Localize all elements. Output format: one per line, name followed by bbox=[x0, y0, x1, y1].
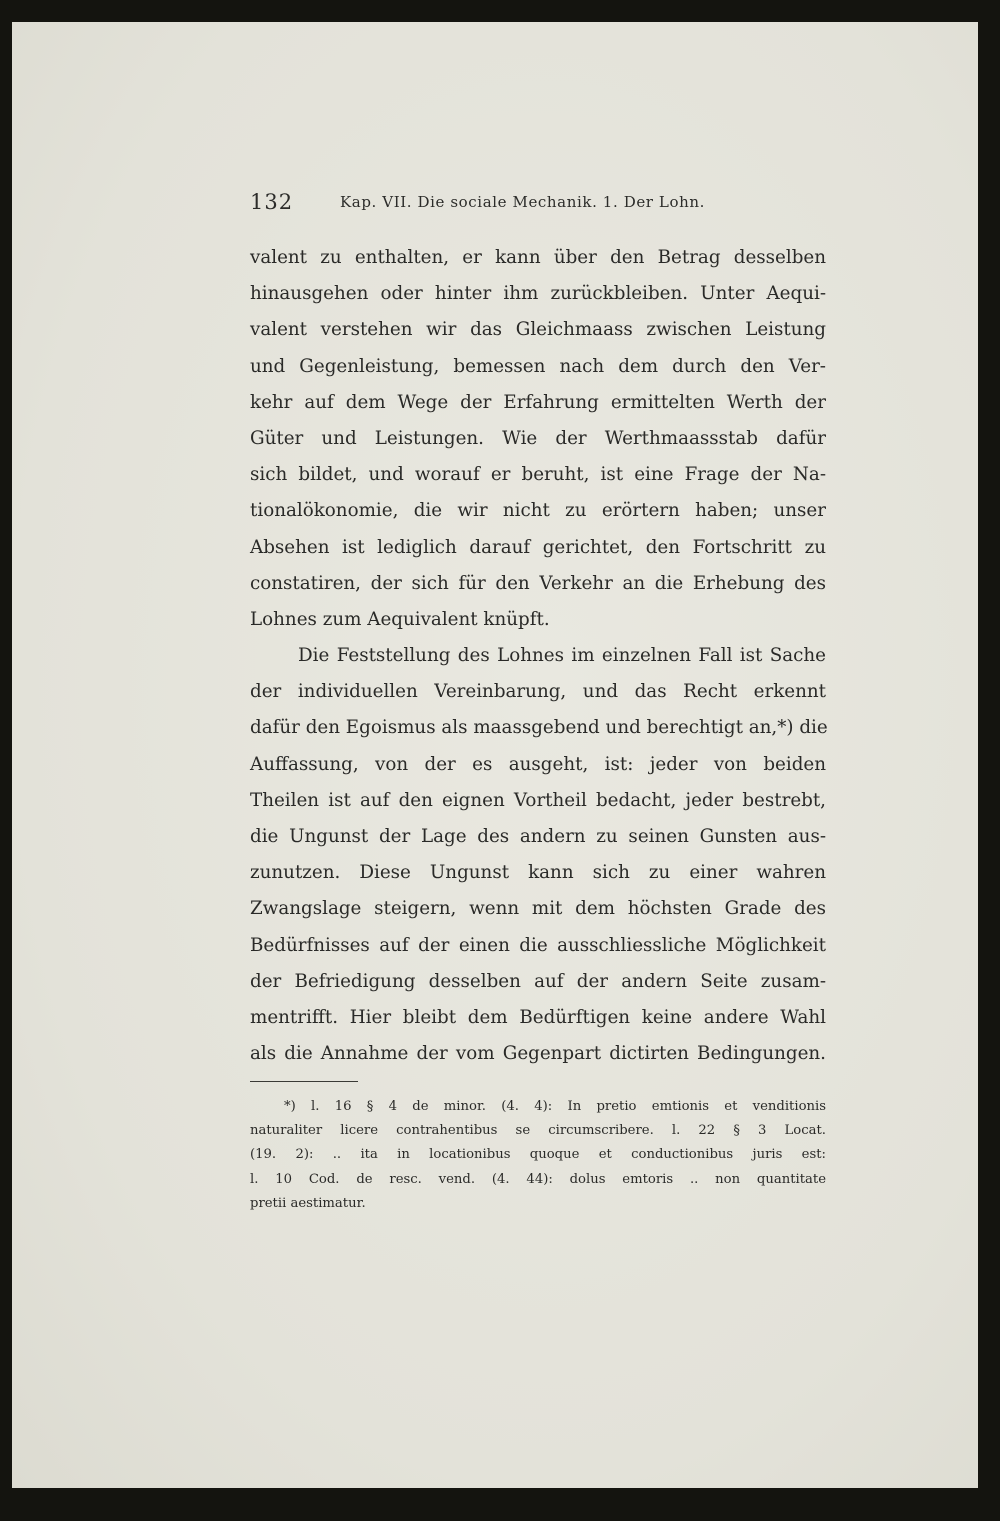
footnote-line: pretii aestimatur. bbox=[250, 1195, 366, 1211]
body-line: der Befriedigung desselben auf der andern Seite zusam- bbox=[250, 970, 826, 992]
body-line: Lohnes zum Aequivalent knüpft. bbox=[250, 608, 550, 630]
body-line: Bedürfnisses auf der einen die ausschliessliche Möglichkeit bbox=[250, 934, 826, 956]
body-line: Theilen ist auf den eignen Vortheil bedacht, jeder bestrebt, bbox=[250, 789, 826, 811]
body-line: mentrifft. Hier bleibt dem Bedürftigen keine andere Wahl bbox=[250, 1006, 826, 1028]
footnote-line: naturaliter licere contrahentibus se circumscribere. l. 22 § 3 Locat. bbox=[250, 1123, 826, 1139]
footnote-line: *) l. 16 § 4 de minor. (4. 4): In pretio emtionis et venditionis bbox=[284, 1099, 826, 1114]
page-number: 132 bbox=[250, 190, 294, 214]
body-line: valent verstehen wir das Gleichmaass zwischen Leistung bbox=[250, 319, 826, 341]
body-line: Zwangslage steigern, wenn mit dem höchsten Grade des bbox=[250, 898, 826, 920]
body-line: sich bildet, und worauf er beruht, ist eine Frage der Na- bbox=[250, 464, 826, 486]
body-line: valent zu enthalten, er kann über den Betrag desselben bbox=[250, 247, 826, 268]
footnote-divider bbox=[250, 1081, 358, 1082]
body-line: kehr auf dem Wege der Erfahrung ermittelten Werth der bbox=[250, 391, 826, 413]
body-line: die Ungunst der Lage des andern zu seinen Gunsten aus- bbox=[250, 826, 826, 847]
body-line: hinausgehen oder hinter ihm zurückbleiben. Unter Aequi- bbox=[250, 283, 826, 305]
body-line: als die Annahme der vom Gegenpart dictirten Bedingungen. bbox=[250, 1043, 826, 1065]
body-line: tionalökonomie, die wir nicht zu erörtern haben; unser bbox=[250, 500, 826, 522]
body-line: constatiren, der sich für den Verkehr an die Erhebung des bbox=[250, 572, 826, 594]
running-head bbox=[250, 190, 830, 220]
body-line: Die Feststellung des Lohnes im einzelnen Fall ist Sache bbox=[298, 645, 826, 667]
body-line: dafür den Egoismus als maassgebend und berechtigt an,*) die bbox=[250, 717, 828, 739]
body-line: Güter und Leistungen. Wie der Werthmaassstab dafür bbox=[250, 427, 826, 449]
footnote-line: l. 10 Cod. de resc. vend. (4. 44): dolus emtoris .. non quantitate bbox=[250, 1171, 826, 1187]
body-text bbox=[250, 240, 826, 1072]
chapter-title: Kap. VII. Die sociale Mechanik. 1. Der Lohn. bbox=[340, 193, 706, 211]
footnote-line: (19. 2): .. ita in locationibus quoque et conductionibus juris est: bbox=[250, 1147, 826, 1163]
body-line: der individuellen Vereinbarung, und das Recht erkennt bbox=[250, 681, 826, 703]
footnotes bbox=[250, 1095, 826, 1216]
body-line: Absehen ist lediglich darauf gerichtet, den Fortschritt zu bbox=[250, 536, 826, 558]
body-line: und Gegenleistung, bemessen nach dem durch den Ver- bbox=[250, 355, 826, 377]
body-line: Auffassung, von der es ausgeht, ist: jeder von beiden bbox=[250, 753, 826, 775]
body-line: zunutzen. Diese Ungunst kann sich zu einer wahren bbox=[250, 862, 826, 884]
